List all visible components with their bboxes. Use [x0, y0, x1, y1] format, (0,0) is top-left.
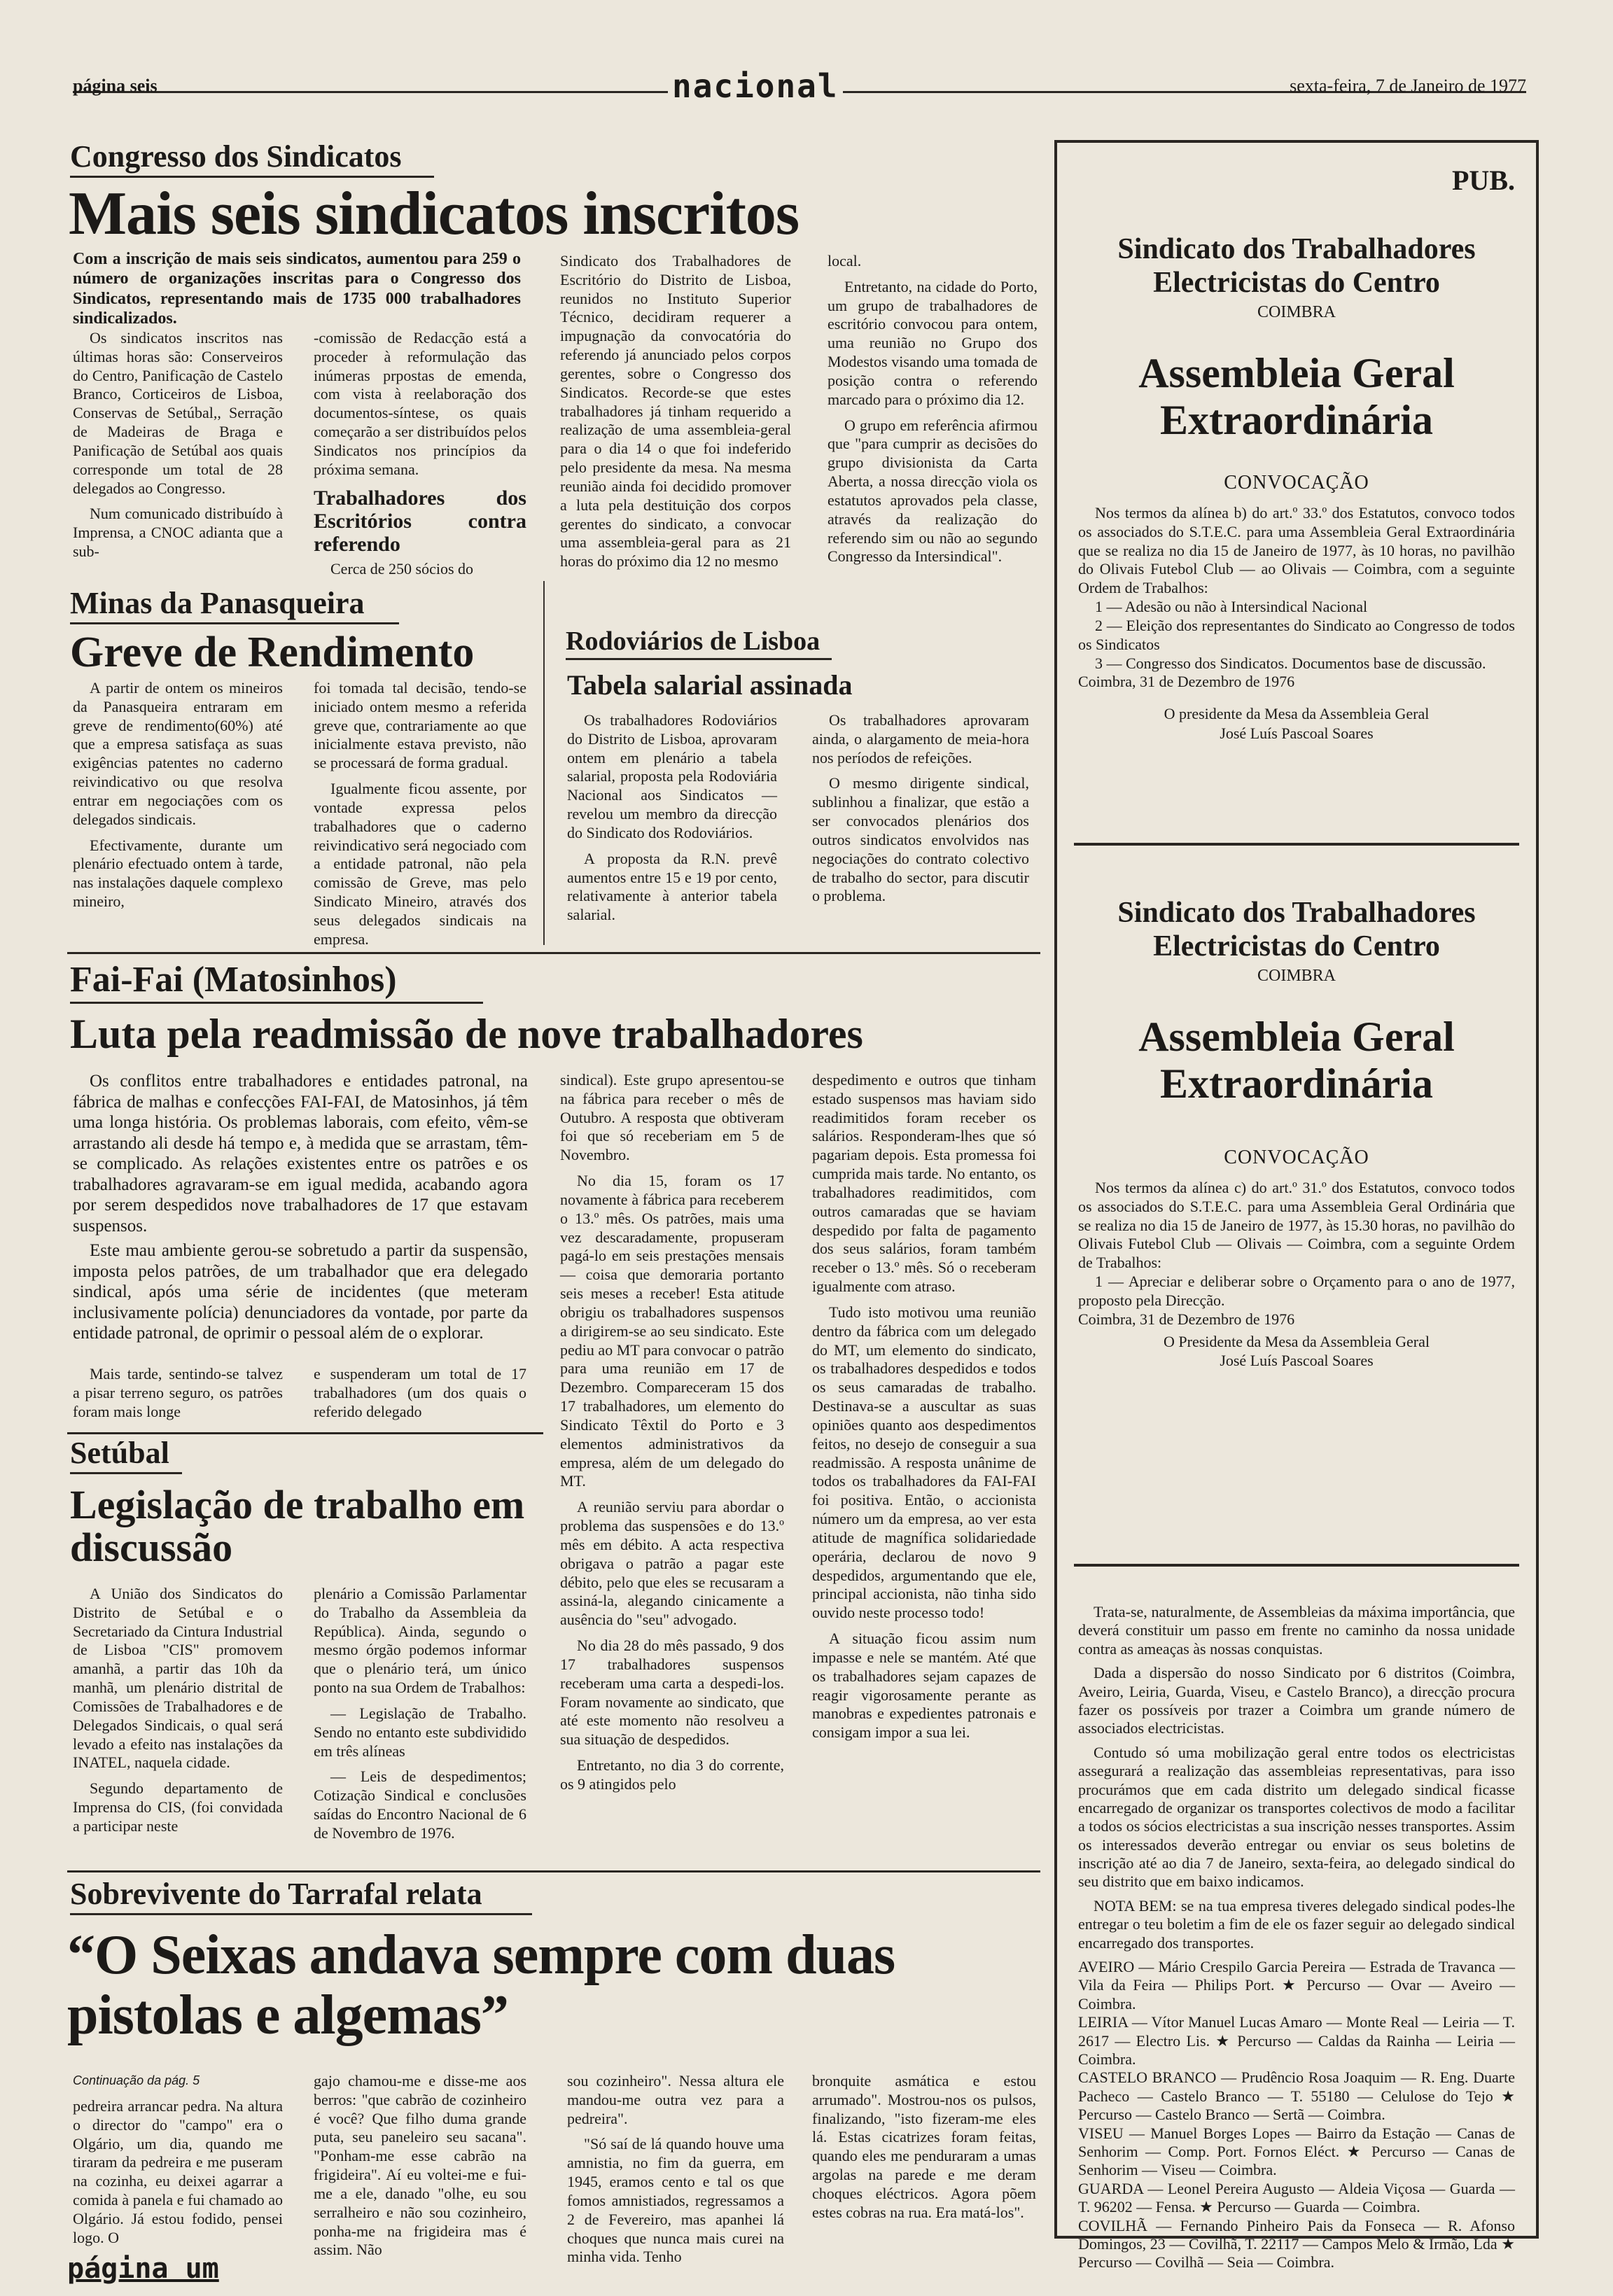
- article-column: [314, 1585, 526, 1865]
- paragraph: Entretanto, na cidade do Porto, um grupo de trabalhadores de escritório convocou para ontem, uma reunião no Grupo dos Modestos visando uma tomada de posição contra o referendo marcado para o próximo dia 12.: [828, 277, 1038, 408]
- footer-page-label: página um: [67, 2253, 219, 2285]
- paragraph: -comissão de Redacção está a proceder à reformulação das inúmeras prpostas de emenda, com vista à reelaboração dos documentos-síntese, os quais começarão a ser distribuídos pelos Sindicatos nos princípios da próxima semana.: [314, 329, 526, 478]
- article-column: [567, 2072, 784, 2266]
- ad-date: Coimbra, 31 de Dezembro de 1976: [1078, 673, 1295, 691]
- paragraph: gajo chamou-me e disse-me aos berros: "que cabrão de cozinheiro é você? Que filho duma grande puta, seu paneleiro seu sacana". "Ponham-me esse cabrão na frigideira". Aí eu voltei-me e fui-me a ele, danado "olhe, eu sou serralheiro e não sou cozinheiro, ponha-me na frigideira mas é assim. Não: [314, 2072, 526, 2259]
- signature: [1078, 704, 1515, 743]
- continuation-note: Continuação da pág. 5: [73, 2073, 200, 2087]
- agenda-item: 1 — Apreciar e deliberar sobre o Orçamento para o ano de 1977, proposto pela Direcção.: [1078, 1273, 1515, 1309]
- signature-name: José Luís Pascoal Soares: [1220, 724, 1374, 742]
- paragraph: NOTA BEM: se na tua empresa tiveres delegado sindical podes-lhe entregar o teu boletim a fim de ele os fazer seguir ao delegado sindical encarregado dos transportes.: [1078, 1896, 1515, 1952]
- paragraph: local.: [828, 252, 862, 270]
- masthead: [73, 67, 1526, 105]
- article-column: [828, 252, 1038, 616]
- paragraph: Segundo departamento de Imprensa do CIS, (foi convidada a participar neste: [73, 1779, 283, 1835]
- delegate-entry: LEIRIA — Vítor Manuel Lucas Amaro — Monte Real — Leiria — T. 2617 — Electro Lis. ★ Percurso — Caldas da Rainha — Leiria — Coimbra.: [1078, 2013, 1515, 2068]
- signature: [1078, 1332, 1515, 1371]
- ad-body: [1078, 1179, 1515, 1329]
- section-rule: [67, 952, 1040, 954]
- convocation-label: CONVOCAÇÃO: [1224, 471, 1369, 493]
- agenda-item: 1 — Adesão ou não à Intersindical Nacional: [1095, 598, 1368, 616]
- paragraph: plenário a Comissão Parlamentar do Trabalho da Assembleia da República). Ainda, segundo o mesmo órgão podemos informar que o plenário terá, um único ponto na sua Ordem de Trabalhos:: [314, 1585, 526, 1697]
- agenda-item: 3 — Congresso dos Sindicatos. Documentos base de discussão.: [1095, 654, 1486, 672]
- convocation-label: CONVOCAÇÃO: [1224, 1146, 1369, 1168]
- paragraph: sou cozinheiro". Nessa altura ele mandou-me outra vez para a pedreira".: [567, 2072, 784, 2127]
- paragraph: sindical). Este grupo apresentou-se na fábrica para receber o mês de Outubro. A resposta que obtiveram foi que só receberiam em 5 de Novembro.: [560, 1071, 784, 1164]
- article-kicker: Minas da Panasqueira: [70, 585, 399, 624]
- article-column: [812, 1071, 1036, 1862]
- article-column: [314, 329, 526, 578]
- paragraph: No dia 15, foram os 17 novamente à fábrica para receberem o 13.º mês. Os patrões, mais uma vez descaradamente, propuseram pagá-lo em seis prestações mensais — coisa que demoraria portanto seis meses a receber! Esta atitude obrigiu os trabalhadores suspensos a dirigirem-se ao seu sindicato. Este pediu ao MT para convocar o patrão para uma reunião em 17 de Dezembro. Compareceram 15 dos 17 trabalhadores, um elemento do Sindicato Têxtil do Porto e 3 elementos administrativos da empresa, além de um delegado do MT.: [560, 1172, 784, 1490]
- paragraph: A reunião serviu para abordar o problema das suspensões e do 13.º mês em débito. A acta respectiva obrigava o patrão a pagar este débito, pelo que eles se recusaram a assiná-la, alegando cinicamente a ausência do "seu" advogado.: [560, 1498, 784, 1629]
- article-column: [314, 679, 526, 948]
- subheading: Trabalhadores dos Escritórios contra referendo: [314, 486, 526, 556]
- paragraph: Os conflitos entre trabalhadores e entidades patronal, na fábrica de malhas e confecções FAI-FAI, de Matosinhos, já têm uma longa história. Os problemas laborais, com efeito, vêm-se arrastando ali desde há tempo e, à medida que se arrastam, têm-se complicado. As relações existentes entre os patrões e os trabalhadores agravaram-se em igual medida, acabando agora por serem despedidos nove trabalhadores de 17 que estavam suspensos.: [73, 1072, 528, 1236]
- paragraph: despedimento e outros que tinham estado suspensos mas haviam sido readimitidos foram receber os salários. Responderam-lhes que só pagariam depois. Esta promessa foi cumprida mais tarde. No entanto, os trabalhadores readimitidos, com outros camaradas que se haviam despedido por falta de pagamento dos seus salários, foram também receber o 13.º mês. Só o receberam igualmente com atraso.: [812, 1071, 1036, 1296]
- paragraph: Os trabalhadores aprovaram ainda, o alargamento de meia-hora nos períodos de refeições.: [812, 711, 1029, 766]
- article-headline: “O Seixas andava sempre com duas pistolas e algemas”: [67, 1924, 895, 2047]
- article-headline: Tabela salarial assinada: [567, 669, 853, 701]
- article-column: [73, 679, 283, 938]
- article-lead: Com a inscrição de mais seis sindicatos, aumentou para 259 o número de organizações inscritas para o Congresso dos Sindicatos, representando mais de 1735 000 trabalhadores sindicalizados.: [73, 250, 521, 328]
- ad-date: Coimbra, 31 de Dezembro de 1976: [1078, 1310, 1295, 1328]
- paragraph: Num comunicado distribuído à Imprensa, a CNOC adianta que a sub-: [73, 505, 283, 561]
- paragraph: Entretanto, no dia 3 do corrente, os 9 atingidos pelo: [560, 1756, 784, 1793]
- article-column: [560, 252, 791, 616]
- delegate-entry: COVILHÃ — Fernando Pinheiro Pais da Fonseca — R. Afonso Domingos, 23 — Covilhã, T. 22117 — Campos Melo & Irmão, Lda ★ Percurso — Covilhã — Seia — Coimbra.: [1078, 2216, 1515, 2272]
- paragraph: Igualmente ficou assente, por vontade expressa pelos trabalhadores que o caderno reivindicativo será negociado com a entidade patronal, não pela comissão de Greve, mas pelo Sindicato Mineiro, através dos seus delegados sindicais na empresa.: [314, 780, 526, 948]
- ad-block: [1078, 232, 1515, 743]
- ad-block: [1078, 896, 1515, 1371]
- article-column: [73, 1365, 283, 1428]
- paragraph: Tudo isto motivou uma reunião dentro da fábrica com um delegado do MT, um elemento do sindicato, os trabalhadores despedidos e todos os seus camaradas de trabalho. Destinava-se a auscultar as suas opiniões quanto aos despedimentos feitos, no desejo de conseguir a sua readmissão. A resposta unânime de todos os trabalhadores da FAI-FAI foi positiva. Então, o accionista número um da empresa, ao ver esta atitude de magnífica solidariedade operária, declarou de novo 9 despedidos, argumentando que ele, principal accionista, não tinha sido ouvido neste processo todo!: [812, 1303, 1036, 1622]
- paragraph: A partir de ontem os mineiros da Panasqueira entraram em greve de rendimento(60%) até que a empresa satisfaça as suas exigências patentes no caderno reivindicativo ou que resolva entrar em negociações com os delegados sindicais.: [73, 679, 283, 828]
- ad-notes: [1078, 1603, 1515, 2272]
- article-column: [314, 1365, 526, 1428]
- paragraph: Sindicato dos Trabalhadores de Escritório do Distrito de Lisboa, reunidos no Instituto Superior Técnico, decidiram requerer a impugnação da convocatória do referendo já anunciado pelos corpos gerentes, sobre o Congresso dos Sindicatos. Recorde-se que estes trabalhadores já tinham requerido a realização de uma assembleia-geral para o dia 14 o que foi indeferido pelo presidente da mesa. Na mesma reunião ainda foi decidido promover a luta pela destituição dos corpos gerentes do sindicato, a convocar uma assembleia-geral para as 21 horas do próximo dia 12 no mesmo: [560, 252, 791, 570]
- paragraph: A proposta da R.N. prevê aumentos entre 15 e 19 por cento, relativamente à anterior tabela salarial.: [567, 849, 777, 924]
- union-name: Sindicato dos Trabalhadores Electricistas do Centro: [1117, 897, 1476, 963]
- article-column: [567, 711, 777, 942]
- delegate-entry: GUARDA — Leonel Pereira Augusto — Aldeia Viçosa — Guarda — T. 96202 — Fensa. ★ Percurso — Guarda — Coimbra.: [1078, 2179, 1515, 2216]
- delegate-entry: AVEIRO — Mário Crespilo Garcia Pereira — Estrada de Travanca — Vila da Feira — Philips Port. ★ Percurso — Ovar — Aveiro — Coimbra.: [1078, 1958, 1515, 2012]
- city: COIMBRA: [1257, 966, 1336, 985]
- article-kicker: Fai-Fai (Matosinhos): [70, 959, 483, 1004]
- advertisement-box: [1054, 140, 1539, 2272]
- agenda-item: 2 — Eleição dos representantes do Sindicato ao Congresso de todos os Sindicatos: [1078, 616, 1515, 653]
- article-kicker: Congresso dos Sindicatos: [70, 139, 434, 178]
- page-number: página seis: [73, 76, 158, 96]
- paragraph: bronquite asmática e estou arrumado". Mostrou-nos os pulsos, finalizando, "isto fizeram-me eles lá. Estas cicatrizes foram feitas, quando eles me penduraram a umas argolas na parede e me deram choques eléctricos. Agora põem estes cobras na rua. Era matá-los".: [812, 2072, 1036, 2221]
- paragraph: Trata-se, naturalmente, de Assembleias da máxima importância, que deverá constituir um passo em frente no caminho da nossa unidade contra as ameaças às nossas conquistas.: [1078, 1603, 1515, 1658]
- article-headline: Luta pela readmissão de nove trabalhadores: [70, 1011, 863, 1057]
- paragraph: Efectivamente, durante um plenário efectuado ontem à tarde, nas instalações daquele complexo mineiro,: [73, 836, 283, 911]
- article-column: [812, 2072, 1036, 2240]
- paragraph: A União dos Sindicatos do Distrito de Setúbal e o Secretariado da Cintura Industrial de Lisboa "CIS" promovem amanhã, a partir das 10h da manhã, um plenário distrital de Comissões de Trabalhadores e de Delegados Sindicais, o qual será levado a efeito nas instalações da INATEL, naquela cidade.: [73, 1585, 283, 1772]
- section-title: nacional: [668, 67, 843, 105]
- paragraph: A situação ficou assim num impasse e nele se mantém. Até que os trabalhadores sejam capazes de reagir vigorosamente perante as manobras e expedientes patronais e consigam impor a sua lei.: [812, 1630, 1036, 1742]
- signature-title: O Presidente da Mesa da Assembleia Geral: [1164, 1332, 1430, 1350]
- ad-separator: [1074, 1564, 1519, 1567]
- paragraph: Este mau ambiente gerou-se sobretudo a partir da suspensão, imposta pelos patrões, de um trabalhador que era delegado sindical, após uma série de incidentes (que meteram inclusivamente polícia) denunciadores da vontade, por parte da entidade patronal, de oprimir o pessoal além de o explorar.: [73, 1241, 528, 1343]
- article-column: [73, 1585, 283, 1865]
- paragraph: Dada a dispersão do nosso Sindicato por 6 distritos (Coimbra, Aveiro, Leiria, Guarda, Viseu, e Castelo Branco), a direcção procura fazer os possíveis por trazer a Coimbra um grande número de associados electricistas.: [1078, 1664, 1515, 1737]
- paragraph: Mais tarde, sentindo-se talvez a pisar terreno seguro, os patrões foram mais longe: [73, 1365, 283, 1420]
- article-column: [73, 2097, 283, 2246]
- delegate-entry: CASTELO BRANCO — Prudêncio Rosa Joaquim — R. Eng. Duarte Pacheco — Castelo Branco — T. 55180 — Celulose do Tejo ★ Percurso — Castelo Branco — Sertã — Coimbra.: [1078, 2068, 1515, 2124]
- delegate-entry: VISEU — Manuel Borges Lopes — Bairro da Estação — Canas de Senhorim — Comp. Port. Fornos Eléct. ★ Percurso — Canas de Senhorim — Viseu — Coimbra.: [1078, 2124, 1515, 2179]
- union-name: Sindicato dos Trabalhadores Electricistas do Centro: [1117, 233, 1476, 300]
- issue-date: sexta-feira, 7 de Janeiro de 1977: [1290, 76, 1526, 96]
- section-rule: [67, 1870, 1040, 1872]
- paragraph: — Legislação de Trabalho. Sendo no entanto este subdividido em três alíneas: [314, 1704, 526, 1760]
- paragraph: O grupo em referência afirmou que "para cumprir as decisões do grupo divisionista da Carta Aberta, a nossa direcção viola os estatutos aprovados pela classe, através da realização do referendo sim ou não ao segundo Congresso da Intersindical".: [828, 416, 1038, 566]
- article-column: [560, 1071, 784, 1862]
- pub-tag: PUB.: [1452, 164, 1515, 196]
- article-kicker: Setúbal: [70, 1435, 182, 1474]
- article-column: [812, 711, 1029, 942]
- paragraph: Nos termos da alínea c) do art.º 31.º dos Estatutos, convoco todos os associados do S.T.E.C. para uma Assembleia Geral Ordinária que se realiza no dia 15 de Janeiro de 1977, às 15.30 horas, no pavilhão do Olivais Futebol Club — Olivais — Coimbra, com a seguinte Ordem de Trabalhos:: [1078, 1178, 1515, 1272]
- paragraph: pedreira arrancar pedra. Na altura o director do "campo" era o Olgário, um dia, quando me tiraram da pedreira e me puseram na cozinha, eu deixei agarrar a comida à panela e fui chamado ao Olgário. Já estou fodido, pensei logo. O: [73, 2097, 283, 2246]
- section-rule: [67, 1432, 543, 1434]
- paragraph: Contudo só uma mobilização geral entre todos os electricistas assegurará a realização das assembleias representativas, para isso procurámos que em cada distrito um delegado sindical ficasse encarregado de organizar os transportes colectivos de modo a facilitar a todos os sócios electricistas a sua inscrição nesses transportes. Assim os interessados deverão entregar ou enviar os seus boletins de inscrição até ao dia 7 de Janeiro, sexta-feira, ao delegado sindical do seu distrito que em baixo indicamos.: [1078, 1743, 1515, 1891]
- signature-title: O presidente da Mesa da Assembleia Geral: [1164, 705, 1430, 723]
- article-kicker: Sobrevivente do Tarrafal relata: [70, 1876, 532, 1915]
- article-headline: Mais seis sindicatos inscritos: [69, 180, 799, 248]
- paragraph: foi tomada tal decisão, tendo-se iniciado ontem mesmo a referida greve que, contrariamente ao que inicialmente estava previsto, não se processará de forma gradual.: [314, 679, 526, 772]
- article-column: [314, 2072, 526, 2259]
- paragraph: Cerca de 250 sócios do: [330, 559, 474, 578]
- signature-name: José Luís Pascoal Soares: [1220, 1352, 1374, 1370]
- article-column: [73, 329, 283, 567]
- paragraph: Os sindicatos inscritos nas últimas horas são: Conserveiros do Centro, Panificação de Castelo Branco, Corticeiros de Lisboa, Conservas de Setúbal,, Serração de Madeiras de Braga e Panificação de Setúbal aos quais corresponde um total de 28 delegados ao Congresso.: [73, 329, 283, 497]
- article-kicker: Rodoviários de Lisboa: [566, 626, 832, 660]
- article-headline: Legislação de trabalho em discussão: [70, 1482, 525, 1570]
- paragraph: O mesmo dirigente sindical, sublinhou a finalizar, que estão a ser convocados plenários dos outros sindicatos envolvidos nas negociações do contrato colectivo de trabalho do sector, para discutir o problema.: [812, 774, 1029, 905]
- paragraph: — Leis de despedimentos; Cotização Sindical e conclusões saídas do Encontro Nacional de 6 de Novembro de 1976.: [314, 1768, 526, 1842]
- article-headline: Greve de Rendimento: [70, 629, 475, 676]
- assembly-title: Assembleia Geral Extraordinária: [1138, 1013, 1455, 1107]
- ad-body: [1078, 504, 1515, 692]
- article-lead: [73, 1071, 528, 1344]
- ad-separator: [1074, 843, 1519, 846]
- paragraph: e suspenderam um total de 17 trabalhadores (um dos quais o referido delegado: [314, 1365, 526, 1420]
- paragraph: No dia 28 do mês passado, 9 dos 17 trabalhadores suspensos receberam uma carta a despedi-los. Foram novamente ao sindicato, que até este momento não resolveu a sua situação de despedidos.: [560, 1637, 784, 1749]
- column-divider: [543, 581, 545, 945]
- assembly-title: Assembleia Geral Extraordinária: [1138, 349, 1455, 443]
- paragraph: Os trabalhadores Rodoviários do Distrito de Lisboa, aprovaram ontem em plenário a tabela salarial, proposta pela Rodoviária Nacional aos Sindicatos — revelou um membro da direcção do Sindicato dos Rodoviários.: [567, 711, 777, 841]
- city: COIMBRA: [1257, 302, 1336, 321]
- paragraph: Nos termos da alínea b) do art.º 33.º dos Estatutos, convoco todos os associados do S.T.E.C. para uma Assembleia Geral Extraordinária que se realiza no dia 15 de Janeiro de 1977, às 10 horas, no pavilhão do Olivais Futebol Club — ao Olivais — Coimbra, com a seguinte Ordem de Trabalhos:: [1078, 503, 1515, 597]
- paragraph: "Só saí de lá quando houve uma amnistia, no fim da guerra, em 1945, eramos cento e tal os que fomos amnistiados, regressamos a 2 de Fevereiro, mas apanhei lá choques que nunca mais curei na minha vida. Tenho: [567, 2135, 784, 2266]
